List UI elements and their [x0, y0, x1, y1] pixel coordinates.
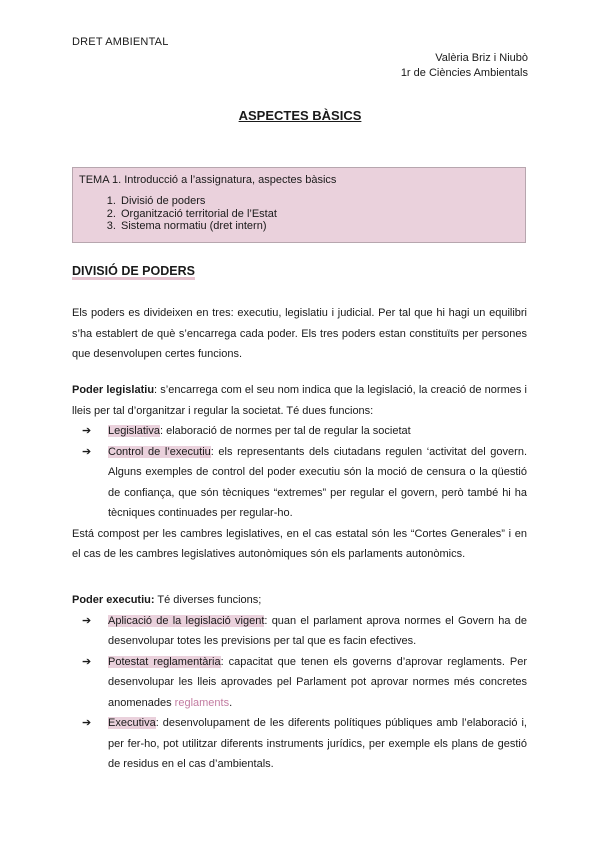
- function-term: Executiva: [108, 717, 156, 729]
- legislative-label: Poder legislatiu: [72, 384, 155, 396]
- legislative-functions: [72, 421, 527, 524]
- function-term: Control de l’executiu: [108, 445, 211, 458]
- intro-paragraph: Els poders es divideixen en tres: executiu, legislatiu i judicial. Per tal que hi hagi un equilibri s’ha establert de què s’encarrega cada poder. Els tres poders estan constituïts per persones que desenvolupen certes funcions.: [72, 307, 527, 360]
- function-term: Aplicació de la legislació vigent: [108, 614, 265, 627]
- list-item: [72, 421, 527, 442]
- page-title: ASPECTES BÀSICS: [238, 108, 362, 123]
- function-end: .: [229, 696, 233, 709]
- topic-item: 2. Organització territorial de l’Estat: [119, 208, 519, 221]
- legislative-text: : s’encarrega com el seu nom indica que la legislació, la creació de normes i lleis per tal d’organitzar i regular la societat. Té dues funcions:: [72, 384, 527, 417]
- list-item: [72, 652, 527, 714]
- arrow-icon: ➔: [82, 614, 92, 627]
- executive-block: [72, 590, 527, 775]
- header-course: 1r de Ciències Ambientals: [400, 67, 528, 79]
- reglaments-link: reglaments: [174, 696, 230, 709]
- executive-text: Té diverses funcions;: [154, 594, 262, 606]
- function-text: : quan el parlament aprova normes el Govern ha de desenvolupar totes les previsions per tal que es facin efectives.: [108, 614, 527, 647]
- arrow-icon: ➔: [82, 717, 92, 729]
- list-item: [72, 611, 527, 652]
- topic-item: 1. Divisió de poders: [119, 195, 519, 208]
- function-text: : desenvolupament de les diferents polítiques públiques amb l’elaboració i, per fer-ho, pot utilitzar diferents instruments jurídics, per exemple els plans de gestió de residus en el cas d’ambientals.: [108, 717, 527, 770]
- function-text: : els representants dels ciutadans regulen ‘activitat del govern. Alguns exemples de control del poder executiu són la moció de censura o la qüestió de confiança, que són tècniques “extremes” per regular el govern, però també hi ha tècniques continuades per regular-ho.: [108, 445, 527, 519]
- list-item: [72, 442, 527, 524]
- arrow-icon: ➔: [82, 425, 92, 437]
- executive-label: Poder executiu:: [72, 594, 155, 606]
- arrow-icon: ➔: [82, 445, 92, 458]
- list-item: [72, 713, 527, 775]
- function-term: Potestat reglamentària: [108, 655, 221, 668]
- function-text: : elaboració de normes per tal de regular la societat: [159, 425, 411, 437]
- legislative-closing: Está compost per les cambres legislatives, en el cas estatal són les “Cortes Generales” i en el cas de les cambres legislatives autonòmiques són els parlaments autonòmics.: [72, 527, 527, 560]
- legislative-intro: [72, 380, 527, 421]
- header-author-block: [401, 51, 528, 81]
- topic-list: [79, 195, 519, 233]
- executive-intro: [72, 590, 527, 611]
- executive-functions: [72, 611, 527, 775]
- legislative-block: [72, 380, 527, 565]
- header-subject: DRET AMBIENTAL: [72, 36, 169, 48]
- topic-heading: TEMA 1. Introducció a l’assignatura, aspectes bàsics: [79, 174, 337, 186]
- section-heading: DIVISIÓ DE PODERS: [72, 264, 195, 278]
- topic-item: 3. Sistema normatiu (dret intern): [119, 220, 519, 233]
- arrow-icon: ➔: [82, 655, 92, 668]
- function-text: : capacitat que tenen els governs d’aprovar reglaments. Per desenvolupar les lleis aprovades pel Parlament pot aprovar normes més concretes anomenades: [108, 655, 527, 709]
- function-term: Legislativa: [108, 425, 160, 437]
- header-author: Valèria Briz i Niubò: [435, 52, 528, 64]
- topic-box: [72, 167, 526, 243]
